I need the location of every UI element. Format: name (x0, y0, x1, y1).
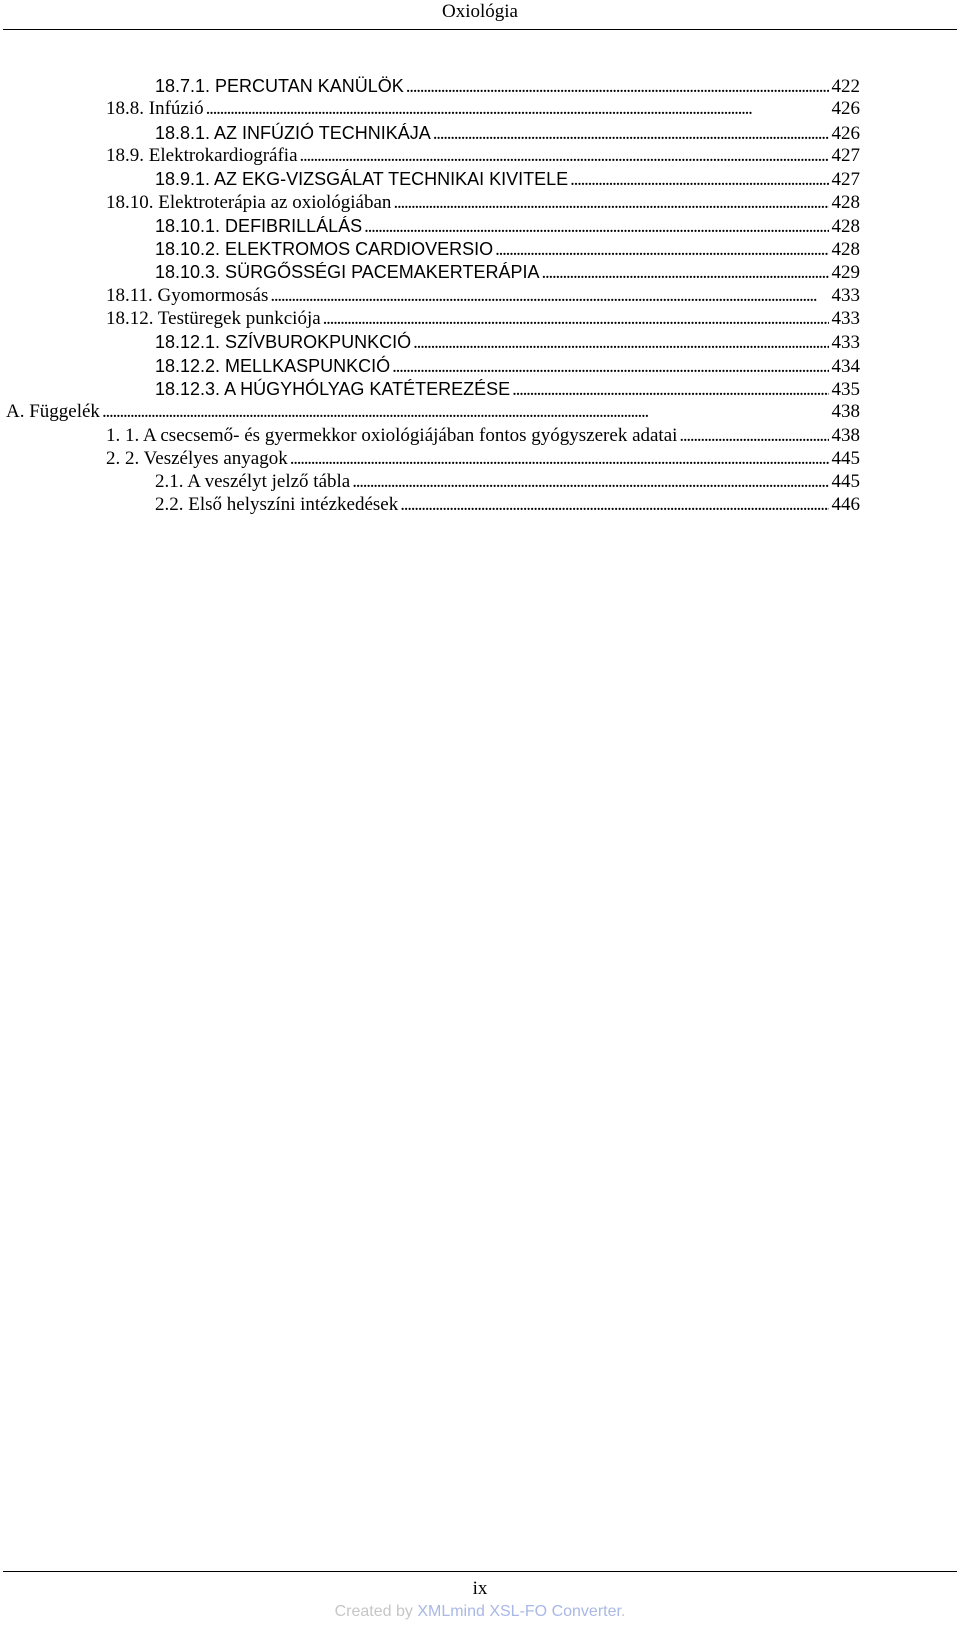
footer-divider (3, 1571, 957, 1572)
toc-entry[interactable] (106, 307, 860, 331)
toc-entry[interactable] (106, 144, 860, 168)
toc-entry-label: 18.12.1. SZÍVBUROKPUNKCIÓ (155, 332, 412, 353)
toc-entry[interactable] (155, 167, 860, 191)
toc-entry-page: 427 (831, 144, 860, 166)
toc-dot-leader (512, 378, 828, 402)
toc-entry-page: 435 (831, 378, 860, 400)
toc-entry-page: 438 (831, 401, 860, 423)
generator-prefix: Created by (334, 1603, 418, 1620)
header-divider (3, 29, 957, 30)
toc-entry[interactable] (155, 74, 860, 98)
toc-entry-page: 433 (831, 308, 860, 329)
toc-entry-label: 18.9. Elektrokardiográfia (106, 144, 298, 166)
toc-dot-leader (433, 122, 829, 146)
toc-entry-page: 422 (831, 76, 860, 97)
toc-entry-page: 445 (831, 471, 860, 493)
toc-entry-label: A. Függelék (6, 401, 100, 423)
toc-dot-leader (290, 447, 829, 471)
toc-entry[interactable] (6, 400, 860, 424)
toc-entry-page: 445 (831, 447, 860, 469)
toc-entry-label: 18.10.1. DEFIBRILLÁLÁS (155, 215, 363, 236)
toc-entry-page: 426 (831, 122, 860, 144)
toc-entry-page: 438 (831, 424, 860, 446)
toc-entry[interactable] (155, 470, 860, 494)
toc-dot-leader (364, 215, 828, 239)
toc-entry-page: 429 (831, 262, 860, 284)
toc-entry-page: 428 (831, 191, 860, 213)
toc-entry-label: 18.7.1. PERCUTAN KANÜLÖK (155, 76, 404, 96)
toc-entry-label: 18.10.3. SÜRGŐSSÉGI PACEMAKERTERÁPIA (155, 262, 540, 283)
toc-entry-page: 433 (831, 332, 860, 354)
toc-dot-leader (323, 307, 829, 331)
toc-entry[interactable] (155, 377, 860, 401)
toc-entry[interactable] (106, 97, 860, 121)
toc-entry[interactable] (155, 493, 860, 517)
toc-entry-label: 18.12.3. A HÚGYHÓLYAG KATÉTEREZÉSE (155, 378, 511, 399)
toc-entry[interactable] (106, 447, 860, 471)
toc-dot-leader (570, 168, 828, 192)
toc-entry[interactable] (155, 354, 860, 378)
toc-dot-leader (541, 261, 828, 285)
toc-entry-label: 1. 1. A csecsemő- és gyermekkor oxiológiájában fontos gyógyszerek adatai (106, 424, 678, 446)
toc-entry-label: 18.8.1. AZ INFÚZIÓ TECHNIKÁJA (155, 122, 431, 143)
toc-entry[interactable] (155, 214, 860, 238)
page-number: ix (472, 1578, 488, 1599)
generator-credit (0, 1602, 960, 1622)
page-header-title: Oxiológia (442, 1, 518, 22)
toc-dot-leader (206, 97, 829, 121)
toc-entry[interactable] (106, 424, 860, 448)
toc-dot-leader (392, 355, 828, 379)
toc-entry[interactable] (106, 191, 860, 215)
toc-entry-label: 2. 2. Veszélyes anyagok (106, 447, 288, 469)
toc-dot-leader (495, 238, 828, 262)
toc-entry[interactable] (155, 237, 860, 261)
toc-dot-leader (393, 191, 828, 215)
toc-entry-page: 446 (831, 494, 860, 516)
toc-dot-leader (300, 144, 829, 168)
toc-entry-label: 18.12.2. MELLKASPUNKCIÓ (155, 355, 391, 376)
toc-entry[interactable] (155, 121, 860, 145)
toc-entry-page: 427 (831, 169, 860, 191)
toc-dot-leader (400, 493, 828, 517)
toc-entry[interactable] (155, 260, 860, 284)
toc-entry-label: 2.2. Első helyszíni intézkedések (155, 494, 399, 516)
toc-dot-leader (679, 424, 828, 448)
generator-suffix: . (620, 1603, 626, 1620)
toc-dot-leader (102, 400, 829, 424)
toc-dot-leader (270, 284, 828, 308)
toc-entry-page: 428 (831, 215, 860, 237)
toc-entry-page: 434 (831, 355, 860, 377)
toc-entry-label: 2.1. A veszélyt jelző tábla (155, 471, 351, 493)
toc-entry-label: 18.10. Elektroterápia az oxiológiában (106, 191, 392, 213)
toc-entry-label: 18.11. Gyomormosás (106, 284, 269, 306)
toc-entry-page: 426 (831, 98, 860, 120)
toc-entry-label: 18.9.1. AZ EKG-VIZSGÁLAT TECHNIKAI KIVITELE (155, 169, 569, 190)
toc-entry-label: 18.12. Testüregek punkciója (106, 308, 321, 329)
toc-dot-leader (352, 470, 828, 494)
toc-entry-page: 428 (831, 239, 860, 261)
toc-entry-label: 18.8. Infúzió (106, 98, 204, 120)
toc-dot-leader (406, 75, 829, 99)
toc-entry-page: 433 (831, 284, 860, 306)
generator-tool-link[interactable]: XMLmind XSL-FO Converter (417, 1603, 621, 1620)
toc-entry-label: 18.10.2. ELEKTROMOS CARDIOVERSIO (155, 239, 494, 260)
toc-entry[interactable] (155, 330, 860, 354)
toc-dot-leader (413, 331, 828, 355)
toc-entry[interactable] (106, 284, 860, 308)
